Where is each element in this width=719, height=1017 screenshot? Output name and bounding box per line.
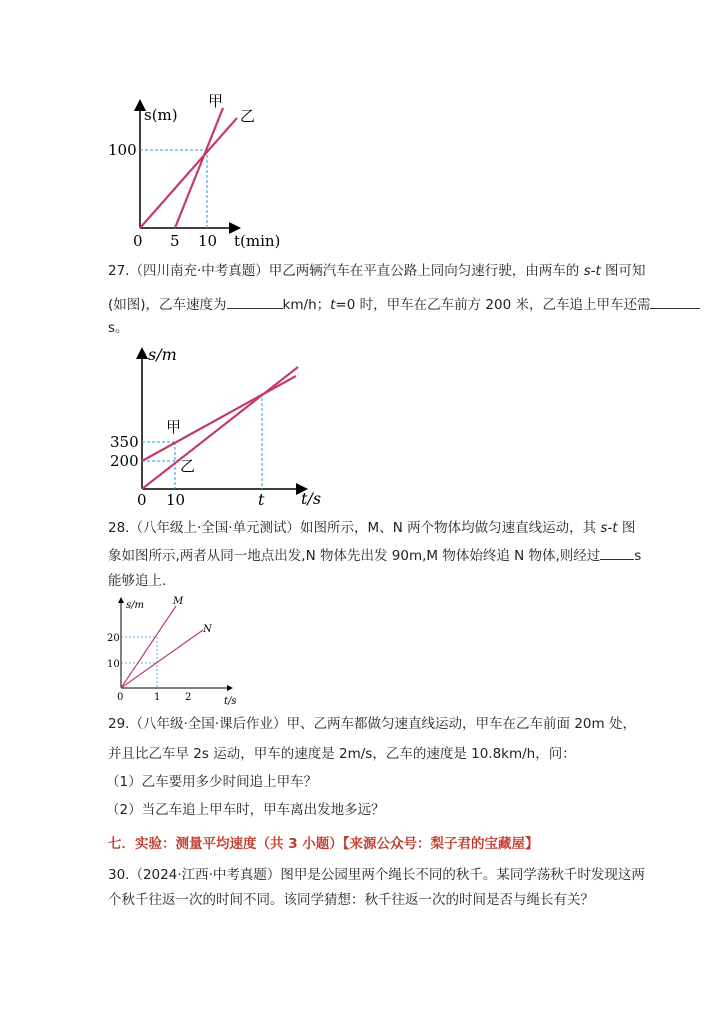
tick-y-10: 10 — [107, 659, 120, 670]
section-7-source: 【来源公众号：梨子君的宝藏屋】 — [342, 836, 539, 852]
label-n: N — [203, 624, 212, 635]
q28-line3: 能够追上. — [108, 573, 167, 589]
q30-line1: 30.（2024·江西·中考真题）图甲是公园里两个绳长不同的秋千。某同学荡秋千时发现这两 — [108, 867, 645, 883]
tick-x-t: t — [258, 490, 265, 509]
label-jia: 甲 — [166, 418, 182, 436]
y-axis-label: s/m — [148, 345, 177, 364]
y-axis-label: s/m — [126, 600, 144, 611]
tick-x-2: 2 — [185, 692, 192, 703]
q29-line2: 并且比乙车早 2s 运动，甲车的速度是 2m/s，乙车的速度是 10.8km/h，问： — [108, 746, 576, 762]
q28-line1: 28.（八年级上·全国·单元测试）如图所示，M、N 两个物体均做匀速直线运动，其 s-t 图 — [108, 520, 636, 536]
q27-line2: (如图)，乙车速度为 km/h；t=0 时，甲车在乙车前方 200 米，乙车追上甲车还需 — [108, 294, 700, 315]
tick-x-10: 10 — [166, 491, 186, 509]
x-axis-label: t/s — [224, 696, 237, 707]
figure-1-st-graph — [100, 88, 300, 253]
line-yi — [140, 118, 237, 228]
q30-line2: 个秋千往返一次的时间不同。该同学猜想：秋千往返一次的时间是否与绳长有关？ — [108, 892, 594, 908]
tick-x-0: 0 — [137, 491, 147, 509]
tick-x-10: 10 — [198, 232, 218, 250]
tick-x-0: 0 — [133, 232, 143, 250]
q28-line2: 象如图所示,两者从同一地点出发,N 物体先出发 90m,M 物体始终追 N 物体,则经过 s — [108, 545, 641, 566]
tick-y-350: 350 — [110, 433, 139, 451]
figure-2-st-graph — [100, 340, 340, 512]
answer-blank-seconds[interactable] — [600, 545, 634, 560]
label-yi: 乙 — [180, 457, 196, 475]
section-7-heading — [108, 832, 539, 852]
line-n — [121, 630, 203, 688]
tick-x-0: 0 — [117, 692, 124, 703]
tick-y-200: 200 — [110, 452, 139, 470]
label-jia: 甲 — [208, 92, 224, 110]
q27-line3: s。 — [108, 320, 129, 336]
figure-3-st-graph — [105, 592, 245, 710]
tick-y-20: 20 — [107, 633, 120, 644]
q29-sub2: （2）当乙车追上甲车时，甲车离出发地多远？ — [106, 802, 385, 818]
line-m — [121, 606, 176, 688]
tick-x-1: 1 — [154, 692, 161, 703]
label-yi: 乙 — [240, 107, 256, 125]
y-axis-label: s(m) — [144, 106, 178, 124]
tick-y-100: 100 — [108, 141, 137, 159]
tick-x-5: 5 — [170, 232, 180, 250]
section-7-title: 七．实验：测量平均速度（共 3 小题） — [108, 836, 343, 852]
x-axis-label: t(min) — [234, 232, 281, 250]
q27-line1: 27.（四川南充·中考真题）甲乙两辆汽车在平直公路上同向匀速行驶，由两车的 s-t 图可知 — [108, 263, 646, 279]
q29-line1: 29.（八年级·全国·课后作业）甲、乙两车都做匀速直线运动，甲车在乙车前面 20m 处， — [108, 716, 636, 732]
label-m: M — [173, 596, 184, 607]
answer-blank-time[interactable] — [650, 294, 700, 309]
q29-sub1: （1）乙车要用多少时间追上甲车？ — [106, 774, 318, 790]
x-axis-label: t/s — [301, 489, 322, 508]
answer-blank-speed[interactable] — [227, 294, 283, 309]
line-jia — [175, 108, 223, 228]
